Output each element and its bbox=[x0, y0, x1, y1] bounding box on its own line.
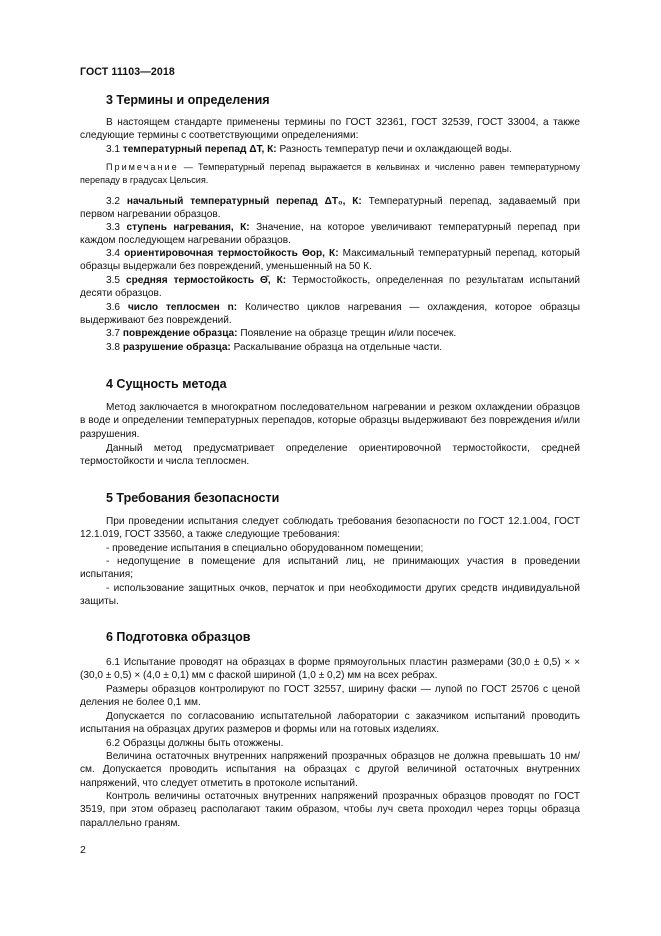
section-4-paragraph: Данный метод предусматривает определение ориентировочной термостойкости, средней термостойкости и числа теплосмен. bbox=[80, 443, 580, 468]
term-number: 3.8 bbox=[106, 342, 121, 353]
section-6-paragraph: Допускается по согласованию испытательной лаборатории с заказчиком испытаний проводить испытания на образцах других размеров и формы или на готовых изделиях. bbox=[80, 711, 580, 736]
section-6-paragraph: Величина остаточных внутренних напряжений прозрачных образцов не должна превышать 10 нм/см. Допускается проводить испытания на образцах с другой величиной остаточных внутренних напряжений, что следует отметить в протоколе испытаний. bbox=[80, 751, 580, 789]
term-name: ступень нагревания, К: bbox=[126, 222, 250, 233]
term-3-8 bbox=[80, 341, 580, 354]
term-3-1 bbox=[80, 143, 580, 156]
section-6-paragraph: 6.1 Испытание проводят на образцах в форме прямоугольных пластин размерами (30,0 ± 0,5) × × (30,0 ± 0,5) × (4,0 ± 0,1) мм с фаской шириной (1,0 ± 0,2) мм на всех ребрах. bbox=[80, 657, 580, 682]
term-definition: Значение, на которое увеличивают температурный перепад при каждом последующем нагревании образцов. bbox=[80, 222, 580, 247]
section-4-paragraph: Метод заключается в многократном последовательном нагревании и резком охлаждении образцов в воде и определении температурных перепадов, которые образцы выдерживают без повреждения и/или разрушения. bbox=[80, 402, 580, 440]
term-name: число теплосмен n: bbox=[127, 302, 238, 313]
term-definition: Температурный перепад, задаваемый при первом нагревании образцов. bbox=[80, 196, 580, 221]
term-definition: Раскалывание образца на отдельные части. bbox=[233, 342, 443, 353]
term-name: повреждение образца: bbox=[122, 328, 238, 339]
term-3-4 bbox=[80, 247, 580, 274]
term-number: 3.2 bbox=[106, 196, 121, 207]
section-6-paragraph: 6.2 Образцы должны быть отожжены. bbox=[106, 738, 284, 749]
term-number: 3.6 bbox=[106, 302, 121, 313]
term-definition: Термостойкость, определенная по результатам испытаний десяти образцов. bbox=[80, 275, 580, 300]
term-3-5 bbox=[80, 274, 580, 301]
section-5-list-item: - недопущение в помещение для испытаний лиц, не принимающих участия в проведении испытания; bbox=[80, 556, 580, 581]
section-6-heading: 6 Подготовка образцов bbox=[106, 630, 251, 644]
section-3-intro: В настоящем стандарте применены термины по ГОСТ 32361, ГОСТ 32539, ГОСТ 33004, а также следующие термины с соответствующими определениями: bbox=[80, 117, 580, 142]
term-name: разрушение образца: bbox=[122, 342, 231, 353]
term-3-6 bbox=[80, 301, 580, 328]
term-definition: Максимальный температурный перепад, который образцы выдержали без повреждений, уменьшенный на 50 К. bbox=[80, 248, 580, 273]
term-number: 3.5 bbox=[106, 275, 121, 286]
section-5-heading: 5 Требования безопасности bbox=[106, 491, 280, 505]
section-5-paragraph: При проведении испытания следует соблюдать требования безопасности по ГОСТ 12.1.004, ГОСТ 12.1.019, ГОСТ 33560, а также следующие требования: bbox=[80, 516, 580, 541]
term-number: 3.3 bbox=[106, 222, 121, 233]
term-definition: Разность температур печи и охлаждающей воды. bbox=[279, 144, 512, 155]
term-definition: Появление на образце трещин и/или посечек. bbox=[240, 328, 457, 339]
term-name: температурный перепад ΔT, К: bbox=[122, 144, 277, 155]
term-3-7 bbox=[80, 327, 580, 340]
section-4-heading: 4 Сущность метода bbox=[106, 377, 227, 391]
term-definition: Количество циклов нагревания — охлаждения, которое образцы выдерживают без повреждений. bbox=[80, 302, 580, 327]
term-name: средняя термостойкость Θ̄, К: bbox=[125, 275, 287, 286]
note-3-1 bbox=[80, 161, 580, 187]
term-number: 3.4 bbox=[106, 248, 121, 259]
section-5-list-item: - использование защитных очков, перчаток и при необходимости других средств индивидуальной защиты. bbox=[80, 583, 580, 608]
note-text: — Температурный перепад выражается в кельвинах и численно равен температурному перепаду в градусах Цельсия. bbox=[80, 162, 580, 185]
note-label: Примечание bbox=[106, 162, 179, 172]
section-6-paragraph: Контроль величины остаточных внутренних напряжений прозрачных образцов проводят по ГОСТ 3519, при этом образец располагают таким образом, чтобы луч света проходил через торцы образца параллельно граням. bbox=[80, 791, 580, 829]
section-3-heading: 3 Термины и определения bbox=[106, 93, 270, 107]
term-number: 3.7 bbox=[106, 328, 121, 339]
document-header: ГОСТ 11103—2018 bbox=[80, 66, 175, 78]
section-6-paragraph: Размеры образцов контролируют по ГОСТ 32557, ширину фаски — лупой по ГОСТ 25706 с ценой деления не более 0,1 мм. bbox=[80, 684, 580, 709]
section-5-list-item: - проведение испытания в специально оборудованном помещении; bbox=[106, 543, 424, 554]
term-name: ориентировочная термостойкость Θор, К: bbox=[124, 248, 339, 259]
term-name: начальный температурный перепад ΔT₀, К: bbox=[126, 196, 362, 207]
page-number: 2 bbox=[80, 844, 86, 856]
term-3-2 bbox=[80, 195, 580, 222]
term-3-3 bbox=[80, 221, 580, 248]
term-number: 3.1 bbox=[106, 144, 121, 155]
